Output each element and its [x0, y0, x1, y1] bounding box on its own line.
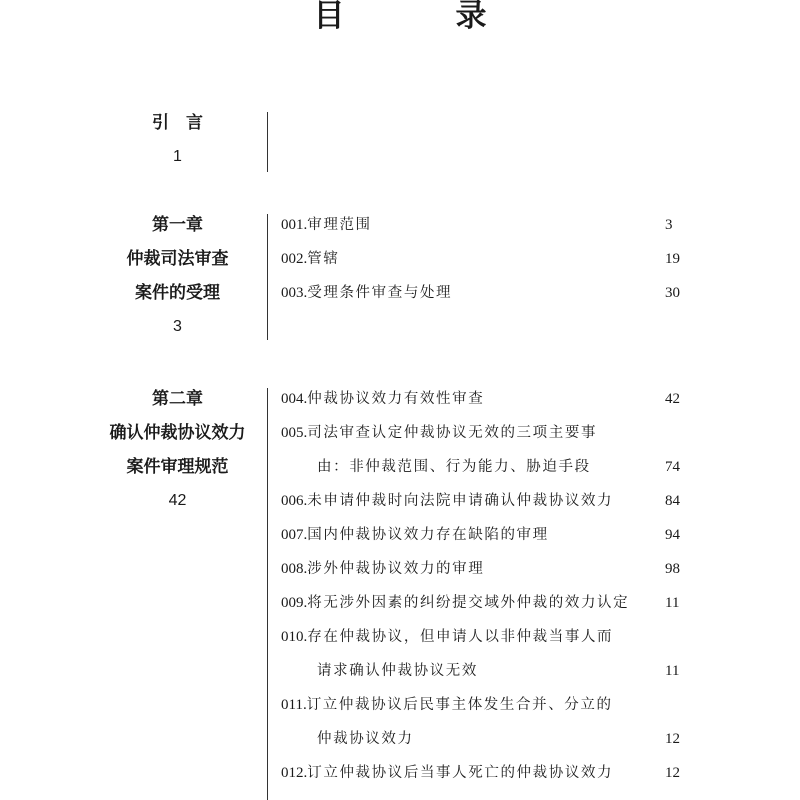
entry-page: 3: [665, 217, 673, 233]
toc-entry-012[interactable]: [281, 756, 800, 790]
chapter2-title-line2: 案件审理规范: [126, 457, 229, 477]
entry-page: 84: [665, 493, 680, 509]
chapter2-page-number: 42: [168, 492, 187, 509]
entry-title: 司法审查认定仲裁协议无效的三项主要事: [307, 425, 598, 441]
divider-line: [267, 112, 268, 172]
entry-number: 003.: [281, 285, 308, 301]
entry-number: 002.: [281, 251, 308, 267]
chapter1-page-number: 3: [173, 318, 182, 335]
chapter1-title-line1: 仲裁司法审查: [126, 249, 229, 269]
toc-entry-001[interactable]: [281, 208, 800, 242]
entry-title: 未申请仲裁时向法院申请确认仲裁协议效力: [307, 493, 614, 509]
chapter1-label: 第一章: [152, 215, 203, 235]
entry-number: 008.: [281, 561, 308, 577]
entry-title: 订立仲裁协议后当事人死亡的仲裁协议效力: [307, 765, 614, 781]
toc-entry-010[interactable]: [281, 620, 800, 688]
toc-entry-006[interactable]: [281, 484, 800, 518]
chapter1-heading: [95, 208, 260, 344]
entry-page: 74: [665, 459, 680, 475]
divider-line: [267, 388, 268, 800]
toc-entry-008[interactable]: [281, 552, 800, 586]
entry-number: 001.: [281, 217, 308, 233]
entry-number: 010.: [281, 629, 308, 645]
chapter2-entries: [281, 382, 800, 790]
entry-title: 管辖: [307, 251, 340, 267]
intro-page-number: 1: [173, 148, 182, 165]
entry-page: 30: [665, 285, 680, 301]
entry-number: 007.: [281, 527, 308, 543]
toc-entry-004[interactable]: [281, 382, 800, 416]
divider-line: [267, 214, 268, 340]
entry-title: 国内仲裁协议效力存在缺陷的审理: [307, 527, 549, 543]
entry-title: 仲裁协议效力有效性审查: [307, 391, 485, 407]
toc-entry-007[interactable]: [281, 518, 800, 552]
toc-entry-005[interactable]: [281, 416, 800, 484]
entry-title: 受理条件审查与处理: [307, 285, 453, 301]
intro-title: 引 言: [152, 113, 203, 133]
entry-page: 94: [665, 527, 680, 543]
entry-page: 11: [665, 663, 680, 679]
entry-title: 涉外仲裁协议效力的审理: [307, 561, 485, 577]
entry-title: 审理范围: [307, 217, 372, 233]
entry-number: 004.: [281, 391, 308, 407]
entry-page: 11: [665, 595, 680, 611]
toc-entry-002[interactable]: [281, 242, 800, 276]
chapter1-title-line2: 案件的受理: [135, 283, 220, 303]
entry-page: 12: [665, 765, 680, 781]
entry-title-continued: 仲裁协议效力: [317, 731, 414, 747]
entry-page: 42: [665, 391, 680, 407]
chapter2-label: 第二章: [152, 389, 203, 409]
entry-page: 19: [665, 251, 680, 267]
entry-number: 012.: [281, 765, 308, 781]
entry-number: 011.: [281, 697, 307, 713]
entry-title-continued: 由：非仲裁范围、行为能力、胁迫手段: [317, 459, 591, 475]
entry-page: 98: [665, 561, 680, 577]
entry-title: 存在仲裁协议，但申请人以非仲裁当事人而: [307, 629, 614, 645]
entry-title: 订立仲裁协议后民事主体发生合并、分立的: [306, 697, 613, 713]
entry-title-continued: 请求确认仲裁协议无效: [317, 663, 478, 679]
entry-number: 006.: [281, 493, 308, 509]
entry-number: 005.: [281, 425, 308, 441]
toc-entry-011[interactable]: [281, 688, 800, 756]
toc-entry-009[interactable]: [281, 586, 800, 620]
page-title: 目 录: [313, 0, 527, 34]
entry-page: 12: [665, 731, 680, 747]
toc-entry-003[interactable]: [281, 276, 800, 310]
intro-heading: [95, 106, 260, 174]
chapter2-title-line1: 确认仲裁协议效力: [109, 423, 246, 443]
entry-title: 将无涉外因素的纠纷提交域外仲裁的效力认定: [307, 595, 630, 611]
chapter2-heading: [95, 382, 260, 518]
entry-number: 009.: [281, 595, 308, 611]
chapter1-entries: [281, 208, 800, 310]
